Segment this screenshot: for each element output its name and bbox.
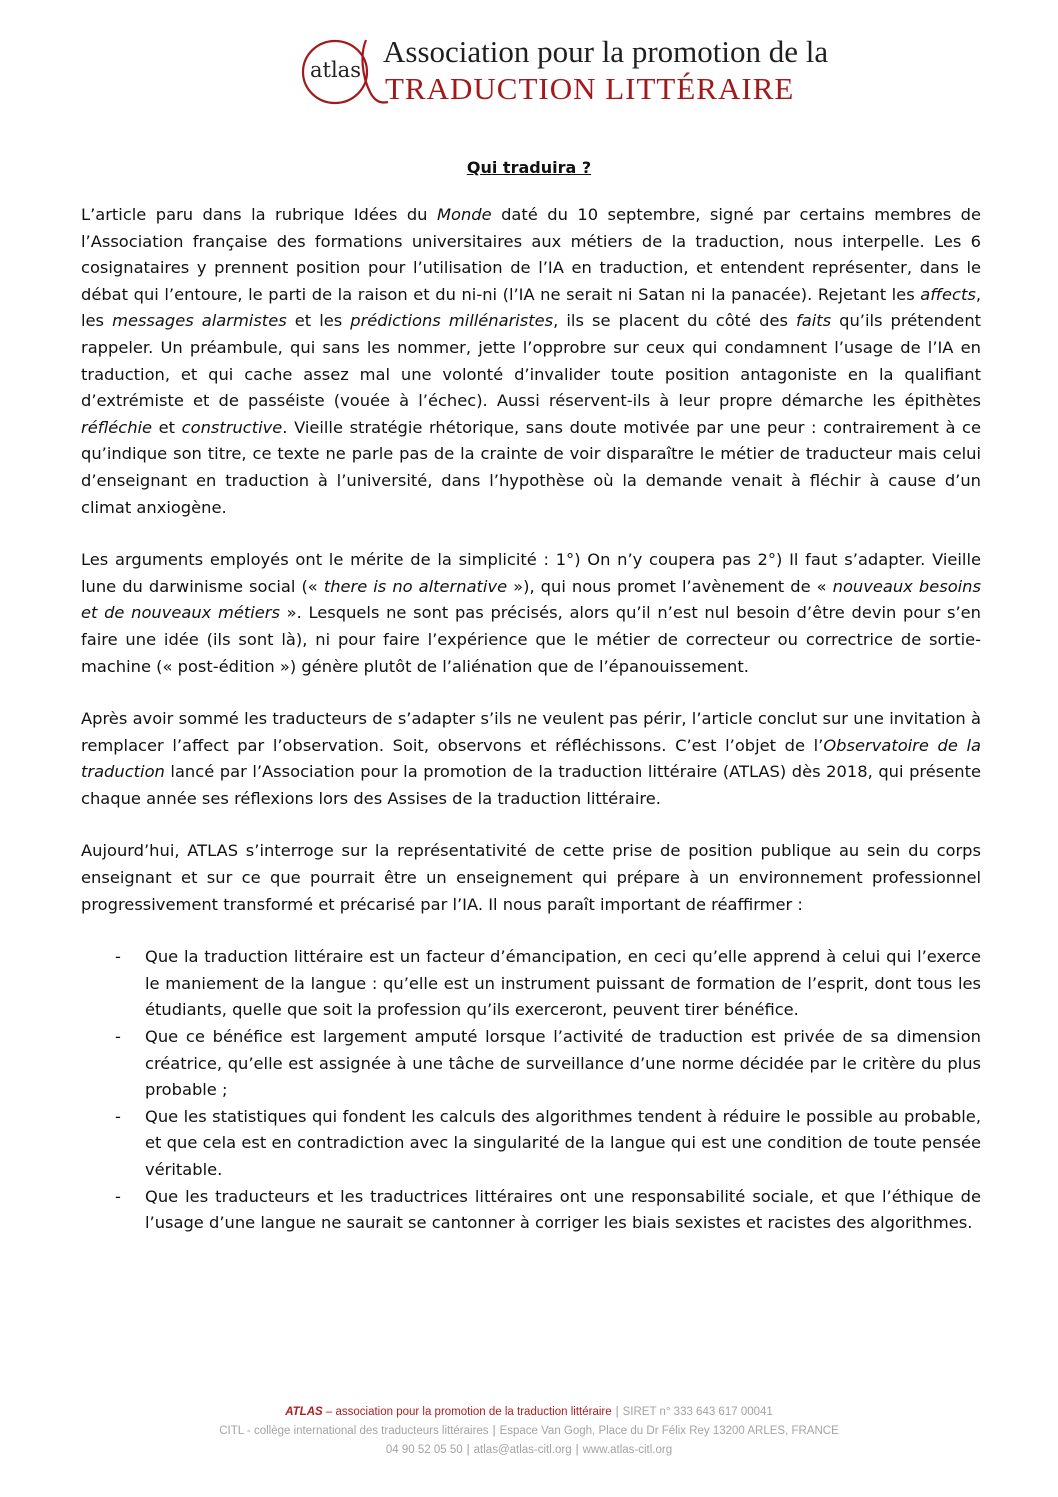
footer-citl-desc: - collège international des traducteurs littéraires [243, 1425, 489, 1437]
italic-run: prédictions millénaristes [350, 311, 554, 331]
paragraph-3 [81, 706, 981, 812]
footer-phone: 04 90 52 05 50 [385, 1444, 463, 1456]
footer-org-name: ATLAS [285, 1406, 323, 1418]
footer-separator: | [615, 1406, 619, 1418]
paragraph-1 [81, 202, 981, 521]
list-item [81, 944, 981, 1024]
list-item-text: Que ce bénéfice est largement amputé lorsque l’activité de traduction est privée de sa dimension créatrice, qu’elle est assignée à une tâche de surveillance d’une norme décidée par le critère du plus probable ; [145, 1027, 981, 1100]
footer-line-1 [0, 1403, 1058, 1422]
bullet-marker: - [115, 1027, 121, 1047]
text-run: , ils se placent du côté des [553, 311, 796, 331]
atlas-logo [300, 28, 829, 108]
text-run: ». Lesquels ne sont pas précisés, alors qu’il n’est nul besoin d’être devin pour s’en faire une idée (ils sont là), ni pour faire l’expérience que le métier de correcteur ou correctrice de sortie-machine (« post-édition ») génère plutôt de l’aliénation que de l’épanouissement. [81, 603, 982, 676]
bullet-list [81, 944, 981, 1237]
footer-separator: | [466, 1444, 470, 1456]
document-body [81, 202, 981, 1237]
italic-run: constructive [181, 417, 283, 437]
list-item-text: Que la traduction littéraire est un facteur d’émancipation, en ceci qu’elle apprend à celui qui l’exerce le maniement de la langue : qu’elle est un instrument puissant de formation de l’esprit, dont tous les étudiants, quelle que soit la profession qu’ils exerceront, peuvent tirer bénéfice. [145, 947, 981, 1020]
footer-address: Espace Van Gogh, Place du Dr Félix Rey 13200 ARLES, FRANCE [499, 1425, 839, 1437]
text-run: qu’ils prétendent rappeler. Un préambule, qui sans les nommer, jette l’opprobre sur ceux qui condamnent l’usage de l’IA en traduction, et qui cache assez mal une volonté d’invalider toute position antagoniste en la qualifiant d’extrémiste et de passéiste (vouée à l’échec). Aussi réservent-ils à leur propre démarche les épithètes [81, 311, 982, 411]
paragraph-4: Aujourd’hui, ATLAS s’interroge sur la représentativité de cette prise de position publique au sein du corps enseignant et sur ce que pourrait être un enseignement qui prépare à un environnement professionnel progressivement transformé et précarisé par l’IA. Il nous paraît important de réaffirmer : [81, 841, 981, 914]
logo-line-traduction: TRADUCTION LITTÉRAIRE [385, 71, 795, 106]
paragraph-2 [81, 547, 981, 680]
list-item-text: Que les traducteurs et les traductrices littéraires ont une responsabilité sociale, et que l’éthique de l’usage d’une langue ne saurait se cantonner à corriger les biais sexistes et racistes des algorithmes. [145, 1186, 981, 1233]
footer-separator: | [575, 1444, 579, 1456]
bullet-marker: - [115, 1106, 121, 1126]
text-run: et [152, 417, 182, 437]
text-run: daté du 10 septembre, signé par certains membres de l’Association française des formations universitaires aux métiers de la traduction, nous interpelle. Les 6 cosignataires y prennent position pour l’utilisation de l’IA en traduction, et entendent représenter, dans le débat qui l’entoure, le parti de la raison et du ni-ni (l’IA ne serait ni Satan ni la panacée). Rejetant les [81, 205, 981, 304]
list-item [81, 1184, 981, 1237]
footer-email-link[interactable]: atlas@atlas-citl.org [473, 1444, 572, 1456]
italic-run: messages alarmistes [112, 311, 287, 331]
text-run: , les [81, 284, 981, 331]
italic-run: réfléchie [81, 417, 153, 437]
italic-run: nouveaux besoins et de nouveaux métiers [81, 576, 981, 623]
footer-org-desc: – association pour la promotion de la traduction littéraire [322, 1406, 612, 1418]
text-run: Après avoir sommé les traducteurs de s’adapter s’ils ne veulent pas périr, l’article conclut sur une invitation à remplacer l’affect par l’observation. Soit, observons et réfléchissons. C’est l’objet de l’ [81, 709, 981, 755]
text-run: et les [286, 311, 351, 331]
italic-run: there is no alternative [323, 576, 508, 596]
footer-website-link[interactable]: www.atlas-citl.org [582, 1444, 673, 1456]
list-item [81, 1024, 981, 1104]
page-footer [0, 1403, 1058, 1460]
text-run: lancé par l’Association pour la promotion de la traduction littéraire (ATLAS) dès 2018, qui présente chaque année ses réflexions lors des Assises de la traduction littéraire. [81, 762, 981, 808]
bullet-marker: - [115, 947, 121, 967]
footer-line-3 [0, 1441, 1058, 1460]
text-run: Les arguments employés ont le mérite de la simplicité : 1°) On n’y coupera pas 2°) Il faut s’adapter. Vieille lune du darwinisme social (« [81, 550, 981, 596]
footer-line-2 [0, 1422, 1058, 1441]
logo-word: atlas [310, 58, 361, 82]
footer-citl-name: CITL [219, 1425, 244, 1437]
italic-run: Observatoire de la traduction [81, 735, 981, 782]
document-title: Qui traduira ? [466, 158, 592, 177]
logo-line-association: Association pour la promotion de la [383, 34, 829, 69]
footer-siret: SIRET n° 333 643 617 00041 [622, 1406, 773, 1418]
list-item [81, 1104, 981, 1184]
text-run: »), qui nous promet l’avènement de « [507, 576, 833, 596]
text-run: L’article paru dans la rubrique Idées du [81, 205, 437, 224]
bullet-marker: - [115, 1186, 121, 1206]
text-run: . Vieille stratégie rhétorique, sans doute motivée par une peur : contrairement à ce qu’indique son titre, ce texte ne parle pas de la crainte de voir disparaître le métier de traducteur mais celui d’enseignant en traduction à l’université, dans l’hypothèse où la demande venait à fléchir à cause d’un climat anxiogène. [81, 417, 981, 517]
italic-run: Monde [436, 205, 492, 224]
footer-separator: | [492, 1425, 496, 1437]
atlas-alpha-mark-icon [300, 36, 390, 108]
italic-run: affects [920, 284, 976, 304]
italic-run: faits [796, 311, 832, 331]
list-item-text: Que les statistiques qui fondent les calculs des algorithmes tendent à réduire le possible au probable, et que cela est en contradiction avec la singularité de la langue qui est une condition de toute pensée véritable. [145, 1106, 981, 1179]
